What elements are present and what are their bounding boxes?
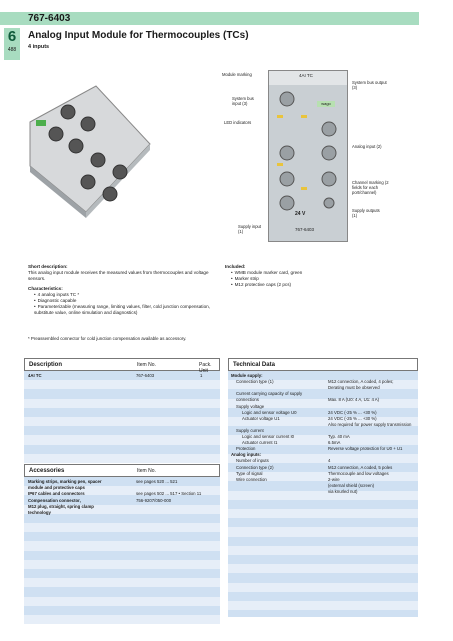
- table-cell: Typ. 40 mA: [328, 434, 350, 439]
- table-cell: Connection type (1): [236, 379, 274, 385]
- module-marking-text: 4AI TC: [299, 73, 313, 78]
- callout-supply-outputs: Supply outputs (1): [352, 208, 380, 218]
- table-cell: Supply voltage: [236, 403, 265, 409]
- characteristics-heading: Characteristics:: [28, 286, 63, 291]
- table-stripe: [24, 454, 220, 463]
- table-stripe: [24, 541, 220, 550]
- callout-channel-marking: Channel marking (2 fields for each port/channel): [352, 180, 389, 195]
- module-item-no: 767-6403: [295, 227, 315, 232]
- product-photo: [26, 82, 154, 218]
- table-cell: Number of inputs: [236, 458, 269, 464]
- module-voltage: 24 V: [295, 211, 306, 217]
- callout-led-indicators: LED indicators: [224, 120, 252, 125]
- footnote: * Preassembled connector for cold junction compensation available as accessory.: [28, 336, 187, 341]
- table-stripe: [24, 435, 220, 444]
- list-item: • 4 analog inputs TC *: [34, 292, 218, 298]
- table-cell: M12 connection, A coded, 4 poles;: [328, 379, 394, 385]
- list-item: • Parameterizable (measuring range, limiting values, filter, cold junction compensation, substitute value, online simulation and diagnostics): [34, 304, 218, 316]
- technical-data-table: [228, 358, 418, 617]
- table-cell: Current carrying capacity of supply: [236, 391, 303, 397]
- row-item-no: 767-6403: [136, 373, 155, 378]
- table-cell: M12 plug, straight, spring clamp: [28, 503, 94, 509]
- list-item: • Diagnostic capable: [34, 298, 218, 304]
- accessories-table-header: [24, 464, 220, 477]
- table-cell: Compensation connector,: [28, 497, 81, 503]
- table-stripe: [24, 399, 220, 408]
- table-cell: 24 VDC (-25 % ... +30 %): [328, 409, 377, 415]
- table-cell: 6.5mA: [328, 440, 341, 446]
- table-cell: 4: [328, 458, 331, 464]
- short-description-text: This analog input module receives the measured values from thermocouples and voltage sensors.: [28, 270, 209, 281]
- header-item-no: Item No.: [137, 468, 156, 474]
- table-stripe: [24, 560, 220, 569]
- row-pack-unit: 1: [200, 373, 203, 378]
- callout-supply-input: Supply input (1): [238, 224, 262, 234]
- description-table-header: [24, 358, 220, 374]
- table-cell: Actuator current I1: [242, 440, 278, 446]
- accessories-table: [24, 464, 220, 617]
- description-block: [28, 264, 218, 316]
- callout-module-marking: Module marking: [222, 72, 252, 77]
- table-cell: Supply current: [236, 427, 264, 433]
- brand-logo: wago: [317, 101, 335, 107]
- short-description-heading: Short description:: [28, 264, 68, 269]
- table-cell: (external shield (screen): [328, 482, 375, 488]
- table-stripe: [24, 417, 220, 426]
- header-pack-unit: Pack. Unit: [199, 362, 212, 374]
- table-cell: Logic and sensor voltage U0: [242, 409, 297, 415]
- page-number: 488: [7, 47, 17, 53]
- included-heading: Included:: [225, 264, 246, 269]
- callout-system-bus-input: System bus input (3): [232, 96, 254, 106]
- list-item: • Marker strip: [231, 276, 425, 282]
- included-list: [225, 270, 425, 288]
- table-cell: module and protective caps: [28, 485, 85, 491]
- header-description: Description: [29, 362, 63, 368]
- table-cell: Reverse voltage protection for U0 + U1: [328, 446, 403, 452]
- table-stripe: [228, 488, 418, 500]
- table-stripe: [24, 380, 220, 389]
- table-cell: Wire connection: [236, 476, 267, 482]
- table-cell: Max. 8 A (U0: 4 A, U1: 4 A): [328, 397, 380, 403]
- table-cell: Type of signal: [236, 470, 263, 476]
- table-cell: connections: [236, 397, 259, 403]
- table-stripe: [228, 583, 418, 592]
- header-technical-data: Technical Data: [233, 362, 275, 368]
- module-diagram: [268, 70, 348, 242]
- table-stripe: [228, 509, 418, 518]
- table-cell: Also required for power supply transmission: [328, 421, 412, 427]
- callout-system-bus-output: System bus output (3): [352, 80, 387, 90]
- table-stripe: [24, 597, 220, 606]
- table-stripe: [24, 615, 220, 624]
- included-block: [225, 264, 425, 288]
- table-cell: Actuator voltage U1: [242, 415, 280, 421]
- table-cell: 24 VDC (-25 % ... +30 %): [328, 415, 377, 421]
- table-cell: Derating must be observed: [328, 385, 380, 391]
- module-connectors: [269, 71, 347, 241]
- top-bar: [0, 12, 419, 25]
- page-subtitle: 4 inputs: [28, 44, 50, 50]
- table-cell: 756-9207/050-000: [136, 497, 172, 503]
- header-accessories: Accessories: [29, 468, 65, 474]
- table-cell: see pages 520 ... 521: [136, 479, 178, 484]
- table-cell: IP67 cables and connectors: [28, 491, 85, 497]
- table-stripe: [24, 578, 220, 587]
- table-cell: 2-wire: [328, 476, 340, 482]
- row-description: 4AI TC: [28, 373, 42, 378]
- description-table: [24, 358, 220, 458]
- table-cell: Module supply:: [231, 373, 263, 378]
- table-cell: Logic and sensor current I0: [242, 434, 295, 439]
- table-cell: Analog inputs:: [231, 452, 262, 458]
- table-cell: Thermocouple and low voltages: [328, 470, 389, 476]
- list-item: • WMB module marker card, green: [231, 270, 425, 276]
- table-cell: via knurled nut): [328, 488, 358, 494]
- header-item-no: Item No.: [137, 362, 156, 368]
- table-cell: M12 connection, A coded, 5 poles: [328, 464, 393, 470]
- article-number: 767-6403: [28, 13, 71, 24]
- characteristics-list: [28, 292, 218, 316]
- list-item: • M12 protective caps (2 pcs): [231, 282, 425, 288]
- table-stripe: [24, 523, 220, 532]
- technical-table-header: [228, 358, 418, 371]
- table-cell: Marking strips, marking pen, spacer: [28, 479, 102, 484]
- table-stripe: [228, 546, 418, 555]
- chapter-tab: [4, 28, 20, 60]
- table-cell: technology: [28, 510, 51, 515]
- chapter-number: 6: [7, 28, 17, 45]
- table-cell: see pages 502 ... 517 • Section 11: [136, 491, 202, 497]
- table-cell: Connection type (2): [236, 464, 274, 470]
- table-stripe: [228, 564, 418, 573]
- page-title: Analog Input Module for Thermocouples (TCs): [28, 30, 249, 41]
- table-cell: Protection: [236, 446, 256, 452]
- table-stripe: [228, 601, 418, 610]
- callout-analog-input: Analog input (2): [352, 144, 382, 149]
- table-stripe: [228, 527, 418, 536]
